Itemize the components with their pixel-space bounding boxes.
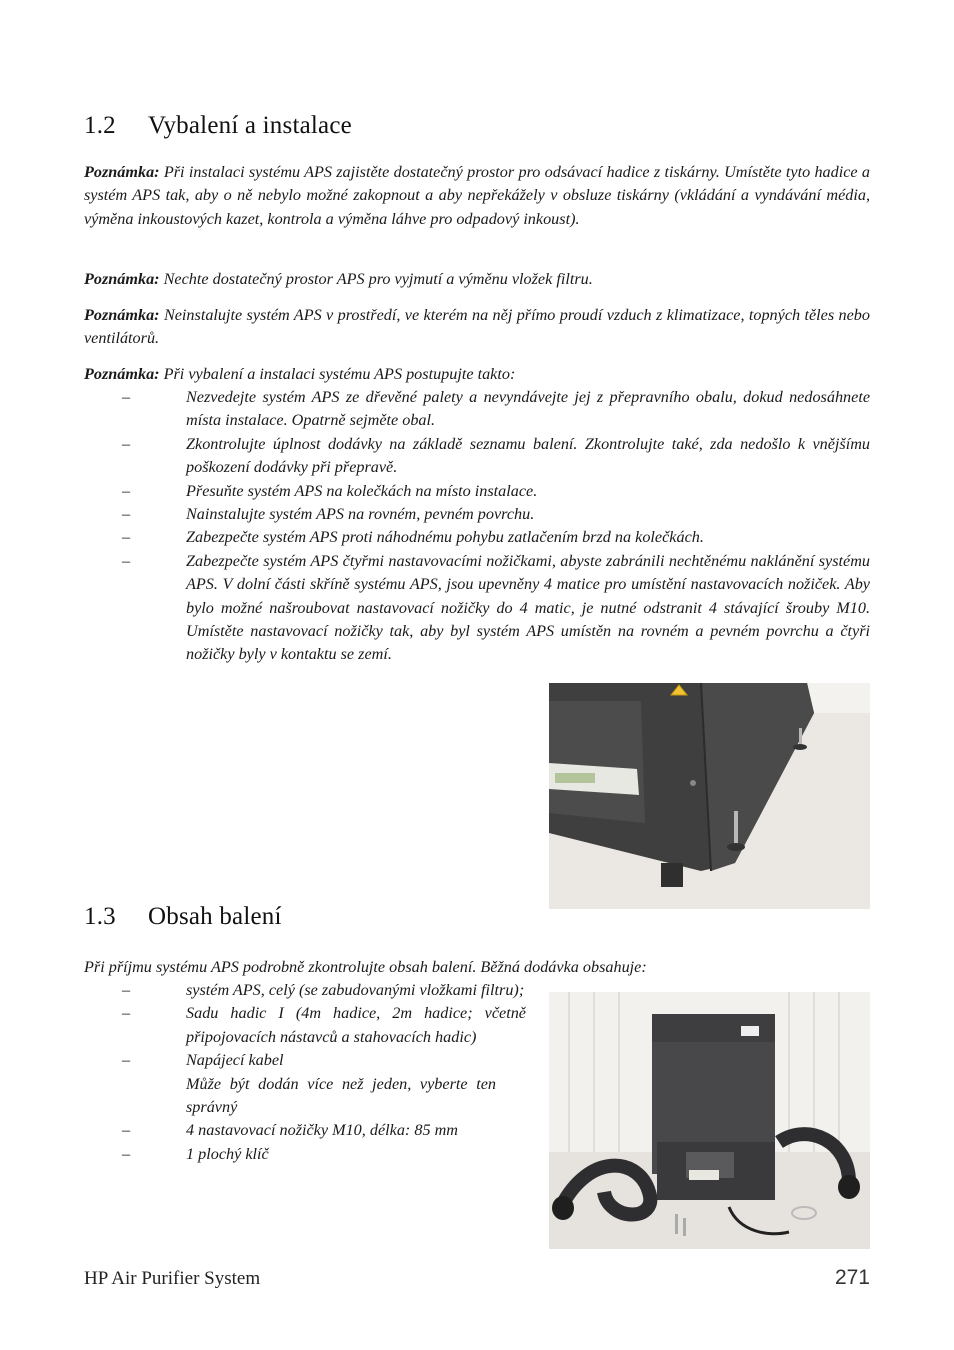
list-item: – Napájecí kabel Může být dodán více než jeden, vyberte ten správný <box>122 1051 496 1117</box>
list-item: – Sadu hadic I (4m hadice, 2m hadice; včetně připojovacích nástavců a stahovacích hadic) <box>122 1004 526 1046</box>
package-contents-list <box>84 979 526 1166</box>
aps-unit-feet-image <box>549 683 870 909</box>
photo-package-contents <box>549 992 870 1249</box>
note-label: Poznámka: <box>84 270 160 288</box>
note-text: Nechte dostatečný prostor APS pro vyjmutí a výměnu vložek filtru. <box>159 270 593 288</box>
note-text: Neinstalujte systém APS v prostředí, ve kterém na něj přímo proudí vzduch z klimatizace, topných těles nebo ventilátorů. <box>84 306 870 348</box>
note-text: Při vybalení a instalaci systému APS postupujte takto: <box>159 365 516 383</box>
intro-paragraph: Při příjmu systému APS podrobně zkontrolujte obsah balení. Běžná dodávka obsahuje: <box>84 958 647 976</box>
installation-steps-list <box>84 386 870 667</box>
list-item: – Zabezpečte systém APS proti náhodnému pohybu zatlačením brzd na kolečkách. <box>122 528 704 547</box>
list-item: – Přesuňte systém APS na kolečkách na místo instalace. <box>122 481 538 500</box>
list-item: – Nainstalujte systém APS na rovném, pevném povrchu. <box>122 505 535 524</box>
note-paragraph <box>84 304 870 351</box>
note-paragraph <box>84 363 870 386</box>
section-number: 1.3 <box>84 903 116 930</box>
section-title: Obsah balení <box>148 903 282 930</box>
section-number: 1.2 <box>84 112 116 139</box>
list-item: – Nezvedejte systém APS ze dřevěné palety a nevyndávejte jej z přepravního obalu, dokud nedosáhnete místa instalace. Opatrně sejměte obal. <box>122 388 870 430</box>
list-item: – 1 plochý klíč <box>122 1144 269 1163</box>
note-label: Poznámka: <box>84 365 160 383</box>
footer-page-number: 271 <box>834 1266 870 1289</box>
note-label: Poznámka: <box>84 306 160 324</box>
note-text: Při instalaci systému APS zajistěte dostatečný prostor pro odsávací hadice z tiskárny. Umístěte tyto hadice a systém APS tak, aby o ně nebylo možné zakopnout a aby nepřekážely v obsluze tiskárny (vkládání a vyndávání média, výměna inkoustových kazet, kontrola a výměna láhve pro odpadový inkoust). <box>84 163 870 228</box>
note-paragraph <box>84 268 870 291</box>
section-title: Vybalení a instalace <box>148 112 352 139</box>
list-item: – systém APS, celý (se zabudovanými vložkami filtru); <box>122 981 525 999</box>
note-label: Poznámka: <box>84 163 160 181</box>
section-heading-1-2 <box>84 112 352 140</box>
list-item: – 4 nastavovací nožičky M10, délka: 85 mm <box>122 1121 458 1140</box>
list-item: – Zkontrolujte úplnost dodávky na základě seznamu balení. Zkontrolujte také, zda nedošlo k vnějšímu poškození dodávky při přepravě. <box>122 434 870 477</box>
footer-document-title: HP Air Purifier System <box>84 1268 261 1289</box>
package-contents-image <box>549 992 870 1249</box>
section-heading-1-3 <box>84 903 282 931</box>
note-paragraph <box>84 161 870 231</box>
photo-aps-levelling-feet <box>549 683 870 909</box>
list-item: – Zabezpečte systém APS čtyřmi nastavovacími nožičkami, abyste zabránili nechtěnému naklánění systému APS. V dolní části skříně systému APS, jsou upevněny 4 matice pro umístění nastavovacích nožiček. Aby bylo možné našroubovat nastavovací nožičky do 4 matic, je nutné odstranit 4 stávající šrouby M10. Umístěte nastavovací nožičky tak, aby byl systém APS umístěn na rovném a pevném povrchu a čtyři nožičky byly v kontaktu se zemí. <box>122 551 870 664</box>
